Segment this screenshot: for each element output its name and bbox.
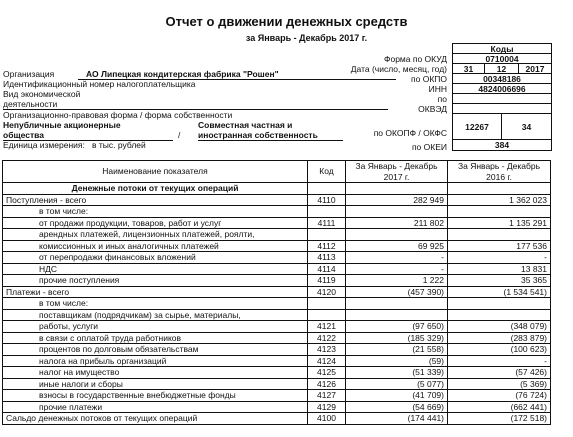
row-code: 4110: [308, 194, 346, 206]
table-row: [3, 229, 551, 241]
row-value-2017: 282 949: [346, 194, 448, 206]
row-name: иные налоги и сборы: [3, 378, 308, 390]
row-value-2017: (174 441): [346, 413, 448, 425]
table-row: [3, 194, 551, 206]
row-name: в том числе:: [3, 206, 308, 218]
row-value-2016: 1 362 023: [448, 194, 551, 206]
okpo-label: по ОКПО: [411, 74, 447, 84]
row-name: Поступления - всего: [3, 194, 308, 206]
codes-header: Коды: [452, 43, 552, 54]
row-value-2016: (100 623): [448, 344, 551, 356]
row-value-2016: -: [448, 252, 551, 264]
row-code: [308, 298, 346, 310]
okud-value: 0710004: [452, 53, 552, 64]
legal-slash: /: [178, 130, 181, 140]
date-label: Дата (число, месяц, год): [350, 64, 447, 74]
table-row: [3, 378, 551, 390]
section-v1: [346, 183, 448, 195]
row-code: 4100: [308, 413, 346, 425]
row-code: 4127: [308, 390, 346, 402]
unit-label: Единица измерения:: [3, 140, 85, 150]
row-value-2016: 1 135 291: [448, 217, 551, 229]
header-name: Наименование показателя: [3, 161, 308, 183]
row-name: поставщикам (подрядчикам) за сырье, материалы,: [3, 309, 308, 321]
row-value-2016: (662 441): [448, 401, 551, 413]
inn-code-label: ИНН: [428, 84, 447, 94]
row-value-2016: (76 724): [448, 390, 551, 402]
okei-label: по ОКЕИ: [411, 142, 447, 152]
row-name: прочие платежи: [3, 401, 308, 413]
header-2017: За Январь - Декабрь 2017 г.: [346, 161, 448, 183]
row-code: 4126: [308, 378, 346, 390]
section-row: [3, 183, 551, 195]
row-value-2016: -: [448, 355, 551, 367]
row-name: арендных платежей, лицензионных платежей, роялти,: [3, 229, 308, 241]
row-value-2017: (21 558): [346, 344, 448, 356]
row-value-2017: [346, 206, 448, 218]
legal-label: Организационно-правовая форма / форма собственности: [3, 110, 233, 120]
row-value-2016: (172 518): [448, 413, 551, 425]
okved-prefix: по: [437, 94, 447, 104]
row-name: прочие поступления: [3, 275, 308, 287]
row-value-2016: (57 426): [448, 367, 551, 379]
row-value-2017: -: [346, 263, 448, 275]
row-value-2016: 35 365: [448, 275, 551, 287]
date-month: 12: [484, 63, 519, 74]
table-row: [3, 275, 551, 287]
ownership-2: иностранная собственность: [198, 130, 343, 141]
row-value-2017: 211 802: [346, 217, 448, 229]
row-name: Сальдо денежных потоков от текущих операций: [3, 413, 308, 425]
report-period: за Январь - Декабрь 2017 г.: [245, 33, 368, 43]
row-value-2017: (185 329): [346, 332, 448, 344]
row-name: налога на прибыль организаций: [3, 355, 308, 367]
cash-flow-table: [2, 160, 551, 425]
row-code: 4129: [308, 401, 346, 413]
table-row: [3, 240, 551, 252]
row-code: 4113: [308, 252, 346, 264]
okei-value: 384: [452, 139, 552, 151]
row-name: в связи с оплатой труда работников: [3, 332, 308, 344]
table-row: [3, 332, 551, 344]
row-value-2016: [448, 229, 551, 241]
table-row: [3, 344, 551, 356]
row-code: [308, 309, 346, 321]
row-code: 4119: [308, 275, 346, 287]
row-value-2017: (457 390): [346, 286, 448, 298]
activity-label-2: деятельности: [3, 99, 388, 110]
row-value-2016: 13 831: [448, 263, 551, 275]
inn-value: 4824006696: [452, 83, 552, 94]
row-value-2017: [346, 309, 448, 321]
row-name: процентов по долговым обязательствам: [3, 344, 308, 356]
row-value-2016: [448, 298, 551, 310]
row-name: комиссионных и иных аналогичных платежей: [3, 240, 308, 252]
row-value-2017: (51 339): [346, 367, 448, 379]
table-row: [3, 309, 551, 321]
table-row: [3, 367, 551, 379]
activity-label-1: Вид экономической: [3, 89, 81, 99]
legal-form-2: общества: [3, 130, 173, 141]
table-row: [3, 286, 551, 298]
report-title: Отчет о движении денежных средств: [165, 14, 408, 29]
table-header-row: [3, 161, 551, 183]
row-code: 4121: [308, 321, 346, 333]
table-row: [3, 263, 551, 275]
row-value-2017: (97 650): [346, 321, 448, 333]
row-value-2017: (5 077): [346, 378, 448, 390]
row-code: 4122: [308, 332, 346, 344]
row-value-2017: 69 925: [346, 240, 448, 252]
row-code: 4125: [308, 367, 346, 379]
okpo-value: 00348186: [452, 73, 552, 84]
row-name: налог на имущество: [3, 367, 308, 379]
okfs-value: 34: [501, 113, 552, 140]
table-row: [3, 401, 551, 413]
section-title: Денежные потоки от текущих операций: [3, 183, 308, 195]
table-row: [3, 390, 551, 402]
unit-value: в тыс. рублей: [92, 140, 146, 150]
section-v2: [448, 183, 551, 195]
table-row: [3, 355, 551, 367]
row-value-2017: [346, 229, 448, 241]
header-2016: За Январь - Декабрь 2016 г.: [448, 161, 551, 183]
inn-label: Идентификационный номер налогоплательщика: [3, 79, 196, 89]
row-code: 4123: [308, 344, 346, 356]
row-value-2016: (1 534 541): [448, 286, 551, 298]
row-name: работы, услуги: [3, 321, 308, 333]
row-name: от перепродажи финансовых вложений: [3, 252, 308, 264]
section-code: [308, 183, 346, 195]
row-value-2017: 1 222: [346, 275, 448, 287]
row-code: 4120: [308, 286, 346, 298]
okopf-value: 12267: [452, 113, 502, 140]
row-value-2016: (283 879): [448, 332, 551, 344]
ownership-1: Совместная частная и: [198, 120, 293, 130]
row-name: от продажи продукции, товаров, работ и услуг: [3, 217, 308, 229]
row-name: Платежи - всего: [3, 286, 308, 298]
header-code: Код: [308, 161, 346, 183]
row-code: [308, 206, 346, 218]
row-value-2017: [346, 298, 448, 310]
row-value-2016: [448, 309, 551, 321]
legal-form-1: Непубличные акционерные: [3, 120, 121, 130]
row-name: в том числе:: [3, 298, 308, 310]
date-year: 2017: [518, 63, 552, 74]
table-row: [3, 206, 551, 218]
row-code: 4114: [308, 263, 346, 275]
row-value-2016: [448, 206, 551, 218]
row-value-2016: (348 079): [448, 321, 551, 333]
table-row: [3, 413, 551, 425]
row-value-2016: (5 369): [448, 378, 551, 390]
row-value-2017: (59): [346, 355, 448, 367]
row-code: 4111: [308, 217, 346, 229]
okopf-label: по ОКОПФ / ОКФС: [373, 128, 447, 138]
table-body: [3, 194, 551, 424]
okud-label: Форма по ОКУД: [384, 54, 447, 64]
row-value-2016: 177 536: [448, 240, 551, 252]
row-code: [308, 229, 346, 241]
okved-label: ОКВЭД: [418, 104, 447, 114]
table-row: [3, 321, 551, 333]
row-value-2017: -: [346, 252, 448, 264]
table-row: [3, 298, 551, 310]
row-name: НДС: [3, 263, 308, 275]
org-value: АО Липецкая кондитерская фабрика "Рошен": [78, 69, 396, 80]
date-day: 31: [452, 63, 485, 74]
table-row: [3, 217, 551, 229]
org-label: Организация: [3, 69, 55, 79]
table-row: [3, 252, 551, 264]
row-value-2017: (54 669): [346, 401, 448, 413]
row-name: взносы в государственные внебюджетные фонды: [3, 390, 308, 402]
row-code: 4112: [308, 240, 346, 252]
row-value-2017: (41 709): [346, 390, 448, 402]
row-code: 4124: [308, 355, 346, 367]
